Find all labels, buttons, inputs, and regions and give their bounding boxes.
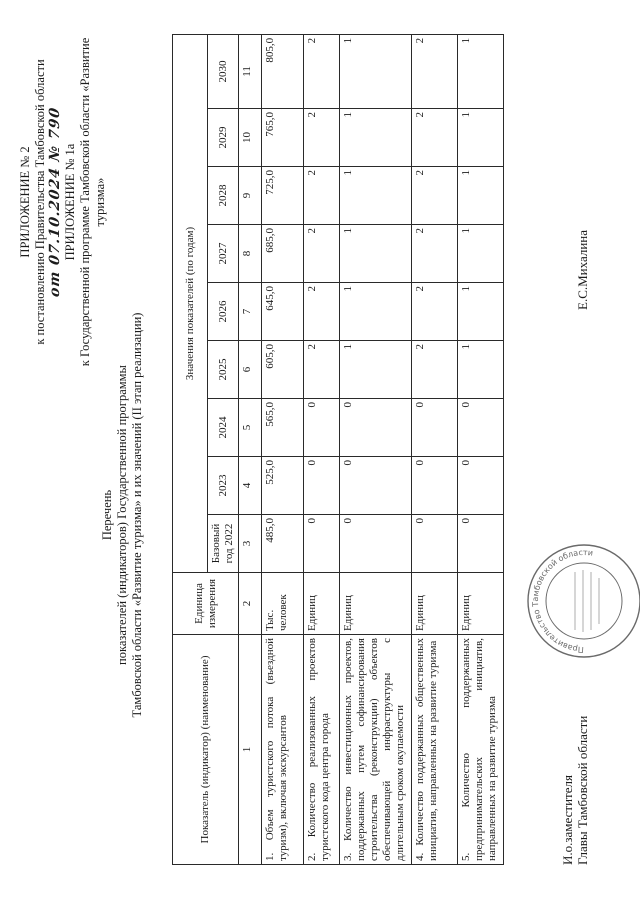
indicator-value: 805,0 <box>262 34 304 108</box>
header-year: 2024 <box>208 399 239 457</box>
indicator-value: 2 <box>304 225 340 283</box>
indicator-unit: Единиц <box>458 573 504 635</box>
indicator-name: 4. Количество поддержанных общественных инициатив, направленных на развитие туризма <box>412 635 458 865</box>
signatory-name: Е.С.Михалина <box>575 229 590 310</box>
indicator-value: 2 <box>412 341 458 399</box>
indicator-value: 565,0 <box>262 399 304 457</box>
indicator-value: 0 <box>304 457 340 515</box>
indicator-value: 0 <box>340 515 412 573</box>
column-index: 4 <box>239 457 262 515</box>
title-line-2: показателей (индикаторов) Государственной программы <box>115 365 129 665</box>
indicator-value: 725,0 <box>262 167 304 225</box>
column-index: 7 <box>239 283 262 341</box>
indicator-value: 2 <box>412 225 458 283</box>
table-row <box>262 34 304 864</box>
indicator-value: 1 <box>340 34 412 108</box>
indicator-value: 1 <box>340 225 412 283</box>
title-line-3: Тамбовской области «Развитие туризма» и их значений (II этап реализации) <box>130 312 144 718</box>
indicator-value: 0 <box>340 457 412 515</box>
indicator-unit: Тыс. человек <box>262 573 304 635</box>
seal-inner-ring <box>546 563 622 639</box>
indicator-value: 0 <box>340 399 412 457</box>
indicator-value: 0 <box>458 457 504 515</box>
indicator-value: 1 <box>340 109 412 167</box>
indicator-value: 605,0 <box>262 341 304 399</box>
indicator-name: 2. Количество реализованных проектов туристского кода центра города <box>304 635 340 865</box>
indicator-value: 645,0 <box>262 283 304 341</box>
header-year: 2027 <box>208 225 239 283</box>
decree-reference: к постановлению Правительства Тамбовской области <box>33 59 47 345</box>
signatory-position-2: Главы Тамбовской области <box>575 715 590 865</box>
indicator-value: 1 <box>340 167 412 225</box>
column-index: 3 <box>239 515 262 573</box>
header-unit: Единица измерения <box>173 573 239 635</box>
official-seal <box>525 542 640 660</box>
column-index: 10 <box>239 109 262 167</box>
title-line-1: Перечень <box>100 489 114 541</box>
column-index: 5 <box>239 399 262 457</box>
indicator-value: 685,0 <box>262 225 304 283</box>
signature-block <box>560 25 590 865</box>
indicator-value: 525,0 <box>262 457 304 515</box>
seal-outer-ring <box>528 545 640 657</box>
indicator-value: 0 <box>304 515 340 573</box>
signatory-position-1: И.о.заместителя <box>560 775 575 865</box>
column-index: 11 <box>239 34 262 108</box>
indicator-name: 1. Объем туристского потока (въездной туризм), включая экскурсантов <box>262 635 304 865</box>
table-row <box>412 34 458 864</box>
header-year: 2023 <box>208 457 239 515</box>
header-year: 2026 <box>208 283 239 341</box>
indicator-value: 1 <box>458 225 504 283</box>
table-row <box>458 34 504 864</box>
document-title <box>100 275 145 755</box>
seal-text: Правительство Тамбовской области <box>530 547 594 655</box>
indicator-value: 1 <box>340 283 412 341</box>
column-index: 9 <box>239 167 262 225</box>
appendix-sub-number: ПРИЛОЖЕНИЕ № 1а <box>63 143 77 261</box>
header-values-by-year: Значения показателей (по годам) <box>173 34 208 572</box>
indicator-value: 2 <box>304 167 340 225</box>
appendix-number: ПРИЛОЖЕНИЕ № 2 <box>18 146 32 258</box>
indicator-value: 765,0 <box>262 109 304 167</box>
column-index: 8 <box>239 225 262 283</box>
indicator-value: 0 <box>458 399 504 457</box>
indicator-value: 1 <box>458 34 504 108</box>
header-year: 2029 <box>208 109 239 167</box>
column-index-row <box>239 34 262 864</box>
program-reference: к Государственной программе Тамбовской области «Развитие туризма» <box>78 37 107 367</box>
indicator-value: 0 <box>304 399 340 457</box>
indicator-value: 2 <box>412 167 458 225</box>
indicator-value: 2 <box>304 283 340 341</box>
indicator-value: 0 <box>458 515 504 573</box>
table-header-row <box>173 34 208 864</box>
column-index: 1 <box>239 635 262 865</box>
indicator-value: 0 <box>412 399 458 457</box>
indicator-value: 485,0 <box>262 515 304 573</box>
indicator-value: 0 <box>412 515 458 573</box>
header-year: 2025 <box>208 341 239 399</box>
indicator-value: 1 <box>340 341 412 399</box>
table-row <box>304 34 340 864</box>
indicator-unit: Единиц <box>412 573 458 635</box>
indicators-table <box>172 34 504 865</box>
indicator-value: 1 <box>458 341 504 399</box>
column-index: 2 <box>239 573 262 635</box>
indicator-value: 1 <box>458 167 504 225</box>
indicator-value: 2 <box>412 283 458 341</box>
header-year: 2028 <box>208 167 239 225</box>
indicator-unit: Единиц <box>340 573 412 635</box>
header-year: 2030 <box>208 34 239 108</box>
indicator-name: 3. Количество инвестиционных проектов, поддержанных путем софинансирования строительства (реконструкции) объектов обеспечивающей инфраструктуры с длительным сроком окупаемости <box>340 635 412 865</box>
indicator-value: 2 <box>304 34 340 108</box>
indicator-value: 0 <box>412 457 458 515</box>
appendix-header <box>18 22 108 382</box>
header-indicator: Показатель (индикатор) (наименование) <box>173 635 239 865</box>
indicator-value: 2 <box>304 109 340 167</box>
indicator-value: 2 <box>304 341 340 399</box>
table-row <box>340 34 412 864</box>
indicator-value: 2 <box>412 34 458 108</box>
column-index: 6 <box>239 341 262 399</box>
header-year: Базовый год 2022 <box>208 515 239 573</box>
indicator-value: 1 <box>458 283 504 341</box>
indicator-value: 1 <box>458 109 504 167</box>
handwritten-date: от 07.10.2024 № 790 <box>47 105 63 299</box>
indicator-value: 2 <box>412 109 458 167</box>
seal-center-lines <box>575 570 599 632</box>
indicator-name: 5. Количество поддержанных предпринимательских инициатив, направленных на развитие туризма <box>458 635 504 865</box>
indicator-unit: Единиц <box>304 573 340 635</box>
